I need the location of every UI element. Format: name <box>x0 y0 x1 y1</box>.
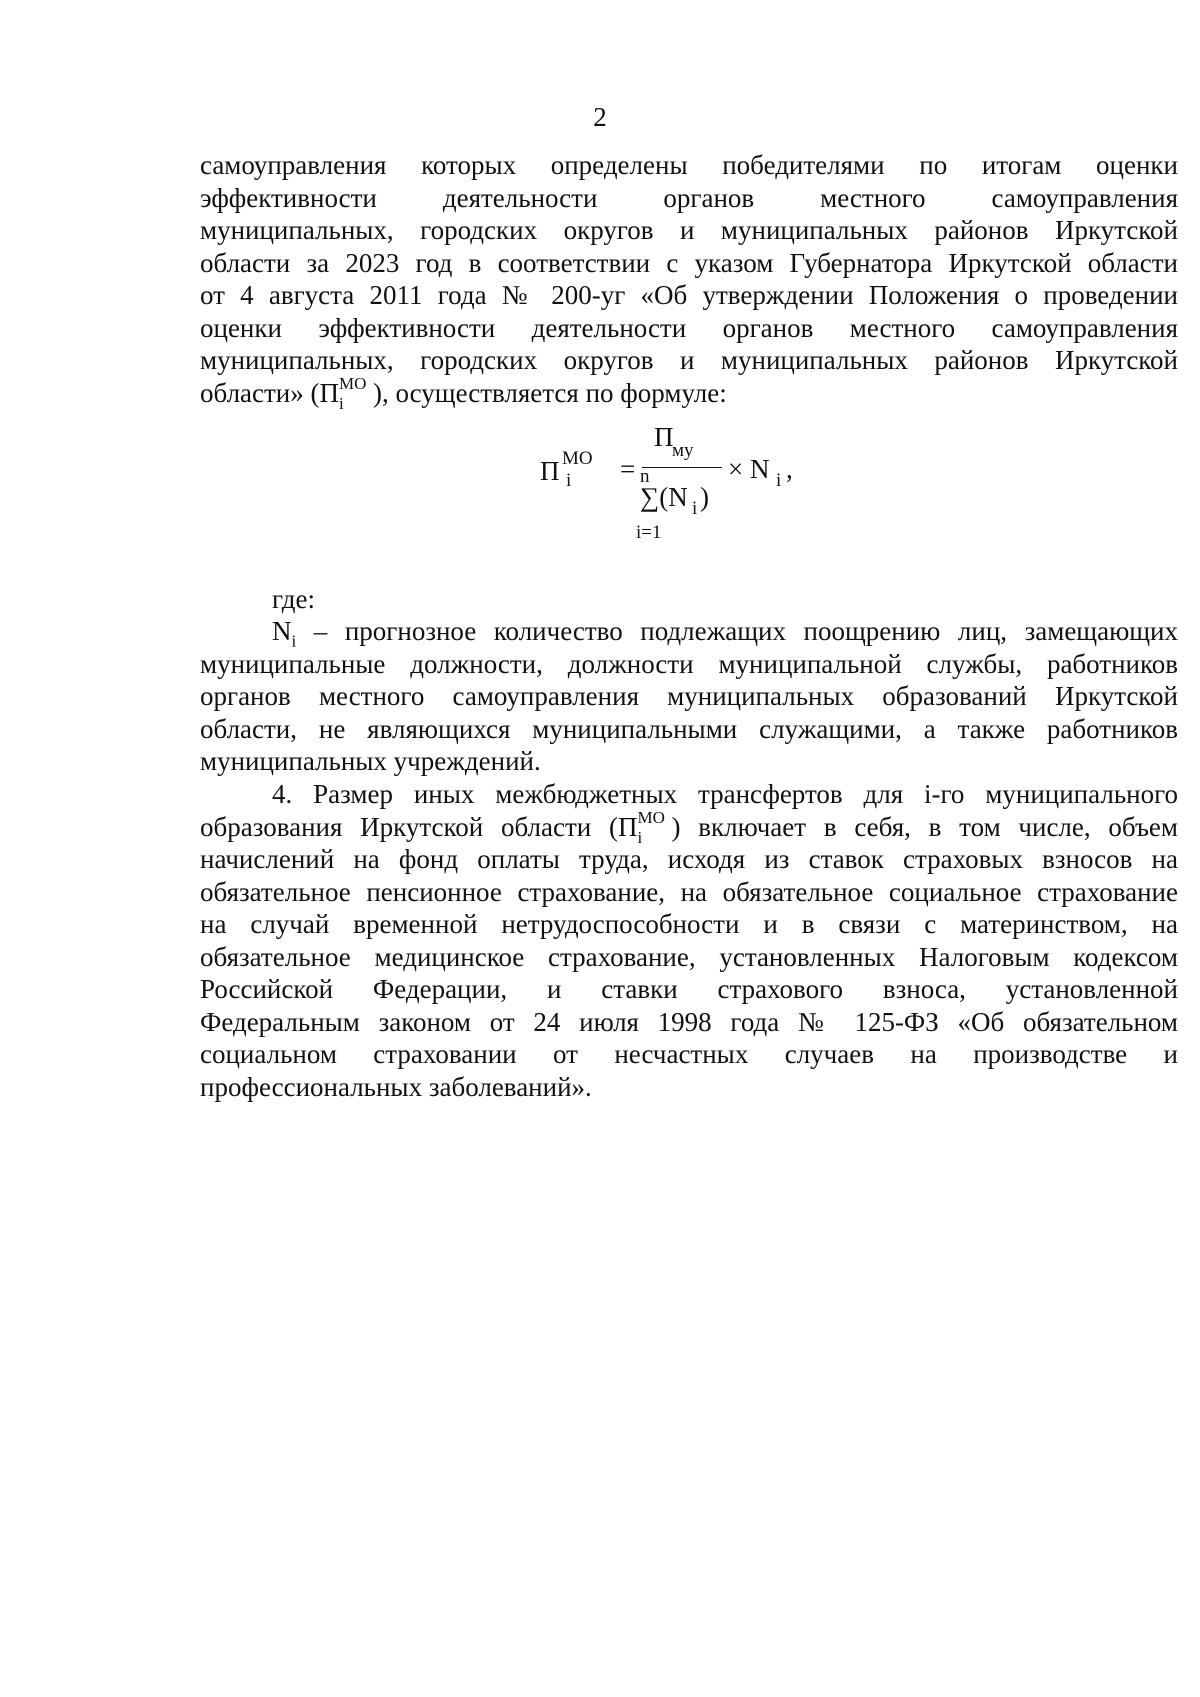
formula-lhs-sub: i <box>566 470 572 491</box>
text-line: Российской Федерации, и ставки страхового взноса, установленной <box>200 974 1178 1004</box>
text-line: 4. Размер иных межбюджетных трансфертов для i-го муниципального <box>272 779 1178 809</box>
text-line: социальном страховании от несчастных случаев на производстве и <box>200 1039 1178 1069</box>
formula-sum-close: ) <box>700 482 709 512</box>
formula-sum-upper: n <box>640 466 650 487</box>
text-line: области, не являющихся муниципальными служащими, а также работников <box>200 713 1178 744</box>
text-line: эффективности деятельности органов местного самоуправления <box>200 182 1178 213</box>
page-number: 2 <box>593 102 607 132</box>
index-notation: МО i <box>637 807 665 847</box>
formula-times-sub: i <box>776 470 782 491</box>
text-line-last: профессиональных заболеваний». <box>200 1071 592 1102</box>
fraction-line <box>642 467 722 468</box>
text-line: органов местного самоуправления муниципальных образований Иркутской <box>200 681 1178 711</box>
formula-comma: , <box>786 454 793 484</box>
text-line: образования Иркутской области (П МО i ) включает в себя, в том числе, объем <box>200 807 1178 847</box>
formula <box>540 422 800 550</box>
text-line-last: области» (П МО i ), осуществляется по формуле: <box>200 373 727 413</box>
paragraph-definition <box>200 615 1178 778</box>
formula-numerator-sub: му <box>672 440 694 461</box>
text-line-last: муниципальных учреждений. <box>200 746 541 776</box>
index-notation: МО i <box>339 373 367 413</box>
text-line: начислений на фонд оплаты труда, исходя из ставок страховых взносов на <box>200 844 1178 874</box>
text-line: оценки эффективности деятельности органов местного самоуправления <box>200 312 1178 343</box>
text-line: на случай временной нетрудоспособности и в связи с материнством, на <box>200 909 1178 939</box>
paragraph-4 <box>200 778 1178 1103</box>
text-line: области за 2023 год в соответствии с указом Губернатора Иркутской области <box>200 247 1178 278</box>
formula-lhs-sup: МО <box>562 448 593 469</box>
formula-sum-sub: i <box>692 498 698 519</box>
where-label: где: <box>272 584 315 614</box>
text-line: муниципальных, городских округов и муниципальных районов Иркутской <box>200 215 1178 245</box>
text-line: самоуправления которых определены победителями по итогам оценки <box>200 150 1178 180</box>
text-line: муниципальных, городских округов и муниципальных районов Иркутской <box>200 345 1178 375</box>
text-line: обязательное медицинское страхование, установленных Налоговым кодексом <box>200 941 1178 972</box>
text-line: муниципальные должности, должности муниципальной службы, работников <box>200 648 1178 679</box>
text-line: от 4 августа 2011 года № 200-уг «Об утверждении Положения о проведении <box>200 280 1178 310</box>
text-line: обязательное пенсионное страхование, на обязательное социальное страхование <box>200 876 1178 907</box>
formula-lhs: П <box>540 456 560 486</box>
formula-sum-lower: i=1 <box>636 522 662 543</box>
formula-sum: ∑(N <box>640 482 688 512</box>
formula-numerator: П <box>654 422 674 452</box>
formula-equals: = <box>620 454 636 484</box>
text-line: Федеральным законом от 24 июля 1998 года № 125-ФЗ «Об обязательном <box>200 1006 1178 1037</box>
paragraph-intro <box>200 149 1178 413</box>
where-label-block <box>200 583 1178 616</box>
text-line: $N_i$ – прогнозное количество подлежащих поощрению лиц, замещающих <box>272 616 1178 651</box>
formula-times: × N <box>728 454 770 484</box>
